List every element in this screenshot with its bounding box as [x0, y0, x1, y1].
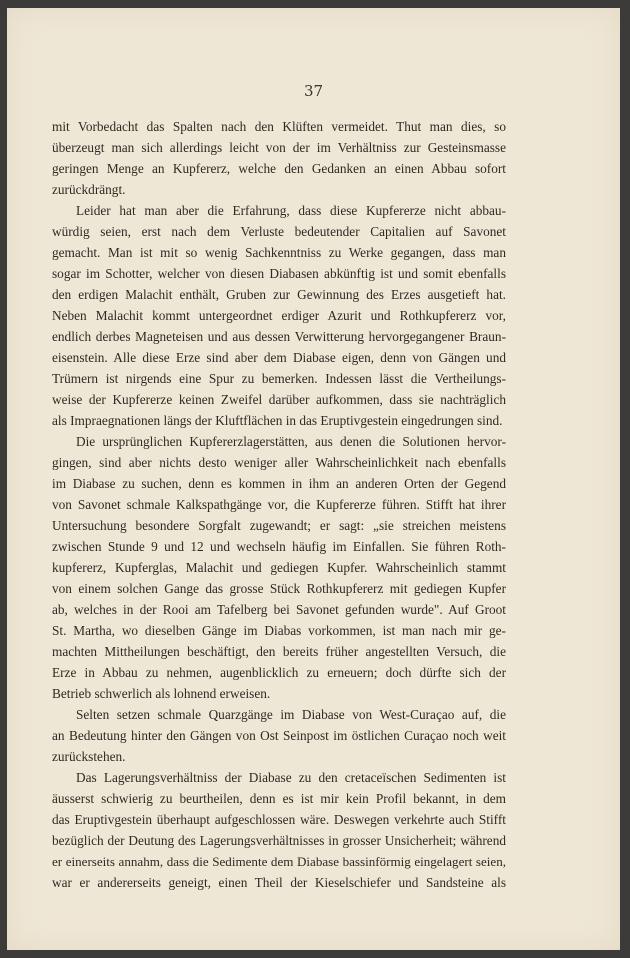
text-line: Erze in Abbau zu nehmen, augenblicklich zu erneuern; doch dürfte sich der — [52, 665, 506, 680]
text-line: Untersuchung besondere Sorgfalt zugewandt; er sagt: „sie streichen meistens — [52, 518, 506, 533]
text-line: den erdigen Malachit enthält, Gruben zur Gewinnung des Erzes ausgetieft hat. — [52, 287, 506, 302]
text-line: Betrieb schwerlich als lohnend erweisen. — [52, 686, 271, 701]
text-line: im Diabase zu suchen, denn es kommen in ihm an anderen Orten der Gegend — [52, 476, 506, 491]
text-line: ab, welches in der Rooi am Tafelberg bei Savonet gefunden wurde". Auf Groot — [52, 602, 506, 617]
text-line: war er andererseits geneigt, einen Theil der Kieselschiefer und Sandsteine als — [52, 875, 506, 890]
text-line: Selten setzen schmale Quarzgänge im Diabase von West-Curaçao auf, die — [76, 707, 506, 722]
text-line: kupfererz, Kupferglas, Malachit und gediegen Kupfer. Wahrscheinlich stammt — [52, 560, 506, 575]
text-line: machten Mittheilungen beschäftigt, den bereits früher angestellten Versuch, die — [52, 644, 506, 659]
text-line: überzeugt man sich allerdings leicht von der im Verhältniss zur Gesteinsmasse — [52, 140, 506, 155]
text-line: würdig seien, erst nach dem Verluste bedeutender Capitalien auf Savonet — [52, 224, 506, 239]
text-line: Das Lagerungsverhältniss der Diabase zu den cretaceïschen Sedimenten ist — [76, 770, 506, 785]
text-line: sogar im Schotter, welcher von diesen Diabasen abkünftig ist und somit ebenfalls — [52, 266, 506, 281]
text-line: das Eruptivgestein überhaupt aufgeschlossen wäre. Deswegen verkehrte auch Stifft — [52, 812, 506, 827]
text-line: eisenstein. Alle diese Erze sind aber dem Diabase eigen, denn von Gängen und — [52, 350, 506, 365]
book-page — [7, 8, 620, 950]
text-line: endlich derbes Magneteisen und aus dessen Verwitterung hervorgegangener Braun- — [52, 329, 506, 344]
text-line: von einem solchen Gange das grosse Stück Rothkupfererz mit gediegen Kupfer — [52, 581, 506, 596]
text-line: bezüglich der Deutung des Lagerungsverhältnisses in grosser Unsicherheit; während — [52, 833, 506, 848]
text-line: Neben Malachit kommt untergeordnet erdiger Azurit und Rothkupfererz vor, — [52, 308, 506, 323]
text-line: an Bedeutung hinter den Gängen von Ost Seinpost im östlichen Curaçao noch weit — [52, 728, 506, 743]
text-line: zurückstehen. — [52, 749, 126, 764]
text-line: gingen, sind aber nichts desto weniger aller Wahrscheinlichkeit nach ebenfalls — [52, 455, 506, 470]
text-line: äusserst schwierig zu beurtheilen, denn es ist mir kein Profil bekannt, in dem — [52, 791, 506, 806]
text-line: zurückdrängt. — [52, 182, 126, 197]
text-line: er einerseits annahm, dass die Sedimente dem Diabase bassinförmig eingelagert seien, — [52, 854, 506, 869]
text-line: St. Martha, wo dieselben Gänge im Diabas vorkommen, ist man nach mir ge- — [52, 623, 506, 638]
text-line: als Impraegnationen längs der Kluftflächen in das Eruptivgestein eingedrungen sind. — [52, 413, 503, 428]
text-line: Die ursprünglichen Kupfererzlagerstätten, aus denen die Solutionen hervor- — [76, 434, 506, 449]
text-line: gemacht. Man ist mit so wenig Sachkenntniss zu Werke gegangen, dass man — [52, 245, 506, 260]
text-line: geringen Menge an Kupfererz, welche den Gedanken an einen Abbau sofort — [52, 161, 506, 176]
text-line: zwischen Stunde 9 und 12 und wechseln häufig im Einfallen. Sie führen Roth- — [52, 539, 506, 554]
text-line: Trümern ist nirgends eine Spur zu bemerken. Indessen lässt die Vertheilungs- — [52, 371, 506, 386]
text-line: Leider hat man aber die Erfahrung, dass diese Kupfererze nicht abbau- — [76, 203, 506, 218]
body-text — [52, 116, 506, 893]
page-number: 37 — [303, 82, 324, 100]
text-line: von Savonet schmale Kalkspathgänge vor, die Kupfererze führen. Stifft hat ihrer — [52, 497, 506, 512]
text-line: mit Vorbedacht das Spalten nach den Klüften vermeidet. Thut man dies, so — [52, 119, 506, 134]
text-line: weise der Kupfererze keinen Zweifel darüber aufkommen, dass sie nachträglich — [52, 392, 506, 407]
